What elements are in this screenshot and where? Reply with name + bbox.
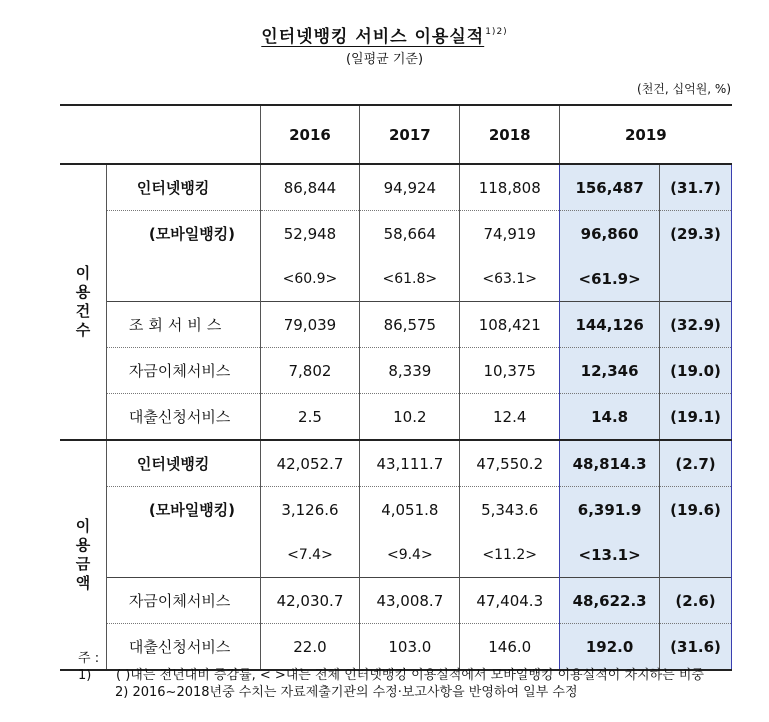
col-2019: 2019 [560,105,732,164]
cell: 4,051.8 [360,487,460,533]
cell: 48,622.3 [560,578,660,624]
row-label: 자금이체서비스 [106,578,260,624]
cell-empty [660,532,732,578]
cell: 94,924 [360,164,460,211]
growth-cell: (2.6) [660,578,732,624]
growth-cell: (32.9) [660,302,732,348]
table-row [60,440,732,487]
cell: 43,111.7 [360,440,460,487]
cell: 58,664 [360,211,460,257]
cell: 6,391.9 [560,487,660,533]
growth-cell: (19.6) [660,487,732,533]
title-footnote-marker: 1)2) [485,27,508,37]
header-blank [60,105,260,164]
cell: 10,375 [460,348,560,394]
subtitle: (일평균 기준) [345,52,424,67]
cell: 86,575 [360,302,460,348]
share-cell: <61.8> [360,256,460,302]
row-label: 대출신청서비스 [106,624,260,671]
share-cell: <60.9> [260,256,360,302]
cell: 42,030.7 [260,578,360,624]
cell: 42,052.7 [260,440,360,487]
cell: 192.0 [560,624,660,671]
cell: 47,550.2 [460,440,560,487]
share-cell: <13.1> [560,532,660,578]
cell: 8,339 [360,348,460,394]
cell: 5,343.6 [460,487,560,533]
table-row [60,164,732,211]
group-amount: 이 용 금 액 [60,440,106,670]
share-cell: <7.4> [260,532,360,578]
row-label: 대출신청서비스 [106,394,260,441]
row-label: 인터넷뱅킹 [106,440,260,487]
cell: 12.4 [460,394,560,441]
growth-cell: (19.1) [660,394,732,441]
cell: 118,808 [460,164,560,211]
share-cell: <61.9> [560,256,660,302]
cell: 108,421 [460,302,560,348]
group-count: 이 용 건 수 [75,264,91,339]
cell-empty [660,256,732,302]
row-label: 인터넷뱅킹 [106,164,260,211]
cell: 48,814.3 [560,440,660,487]
report-title [0,22,769,47]
table-row [60,487,732,533]
footnote-lead: 주 : 1) [78,651,100,683]
row-label: 조회서비스 [106,302,260,348]
cell: 47,404.3 [460,578,560,624]
footnote-1 [78,650,738,684]
cell: 2.5 [260,394,360,441]
cell: 52,948 [260,211,360,257]
cell: 43,008.7 [360,578,460,624]
header-row [60,105,732,164]
growth-cell: (29.3) [660,211,732,257]
growth-cell: (31.7) [660,164,732,211]
cell: 14.8 [560,394,660,441]
title-text: 인터넷뱅킹 서비스 이용실적 [261,27,485,47]
cell: 96,860 [560,211,660,257]
cell: 7,802 [260,348,360,394]
share-cell: <9.4> [360,532,460,578]
cell: 103.0 [360,624,460,671]
table-row [60,302,732,348]
growth-cell: (31.6) [660,624,732,671]
col-2017: 2017 [360,105,460,164]
share-cell: <63.1> [460,256,560,302]
table-row [60,211,732,257]
cell: 146.0 [460,624,560,671]
table-row [60,348,732,394]
row-label: (모바일뱅킹) [106,487,260,578]
share-cell: <11.2> [460,532,560,578]
growth-cell: (2.7) [660,440,732,487]
cell: 79,039 [260,302,360,348]
cell: 10.2 [360,394,460,441]
table-row [60,394,732,441]
footnote-2: 2) 2016~2018년중 수치는 자료제출기관의 수정·보고사항을 반영하여 일부 수정 [115,685,578,700]
growth-cell: (19.0) [660,348,732,394]
cell: 74,919 [460,211,560,257]
col-2016: 2016 [260,105,360,164]
cell: 3,126.6 [260,487,360,533]
row-label: (모바일뱅킹) [106,211,260,302]
unit-label: (천건, 십억원, %) [637,82,731,96]
cell: 12,346 [560,348,660,394]
cell: 22.0 [260,624,360,671]
footnotes [78,650,738,701]
cell: 86,844 [260,164,360,211]
footnote-1-text: ( )내는 전년대비 증감률, < >내는 전체 인터넷뱅킹 이용실적에서 모바일뱅킹 이용실적이 차지하는 비중 [116,668,704,683]
cell: 144,126 [560,302,660,348]
cell: 156,487 [560,164,660,211]
internet-banking-table [60,104,732,671]
col-2018: 2018 [460,105,560,164]
row-label: 자금이체서비스 [106,348,260,394]
table-row [60,578,732,624]
